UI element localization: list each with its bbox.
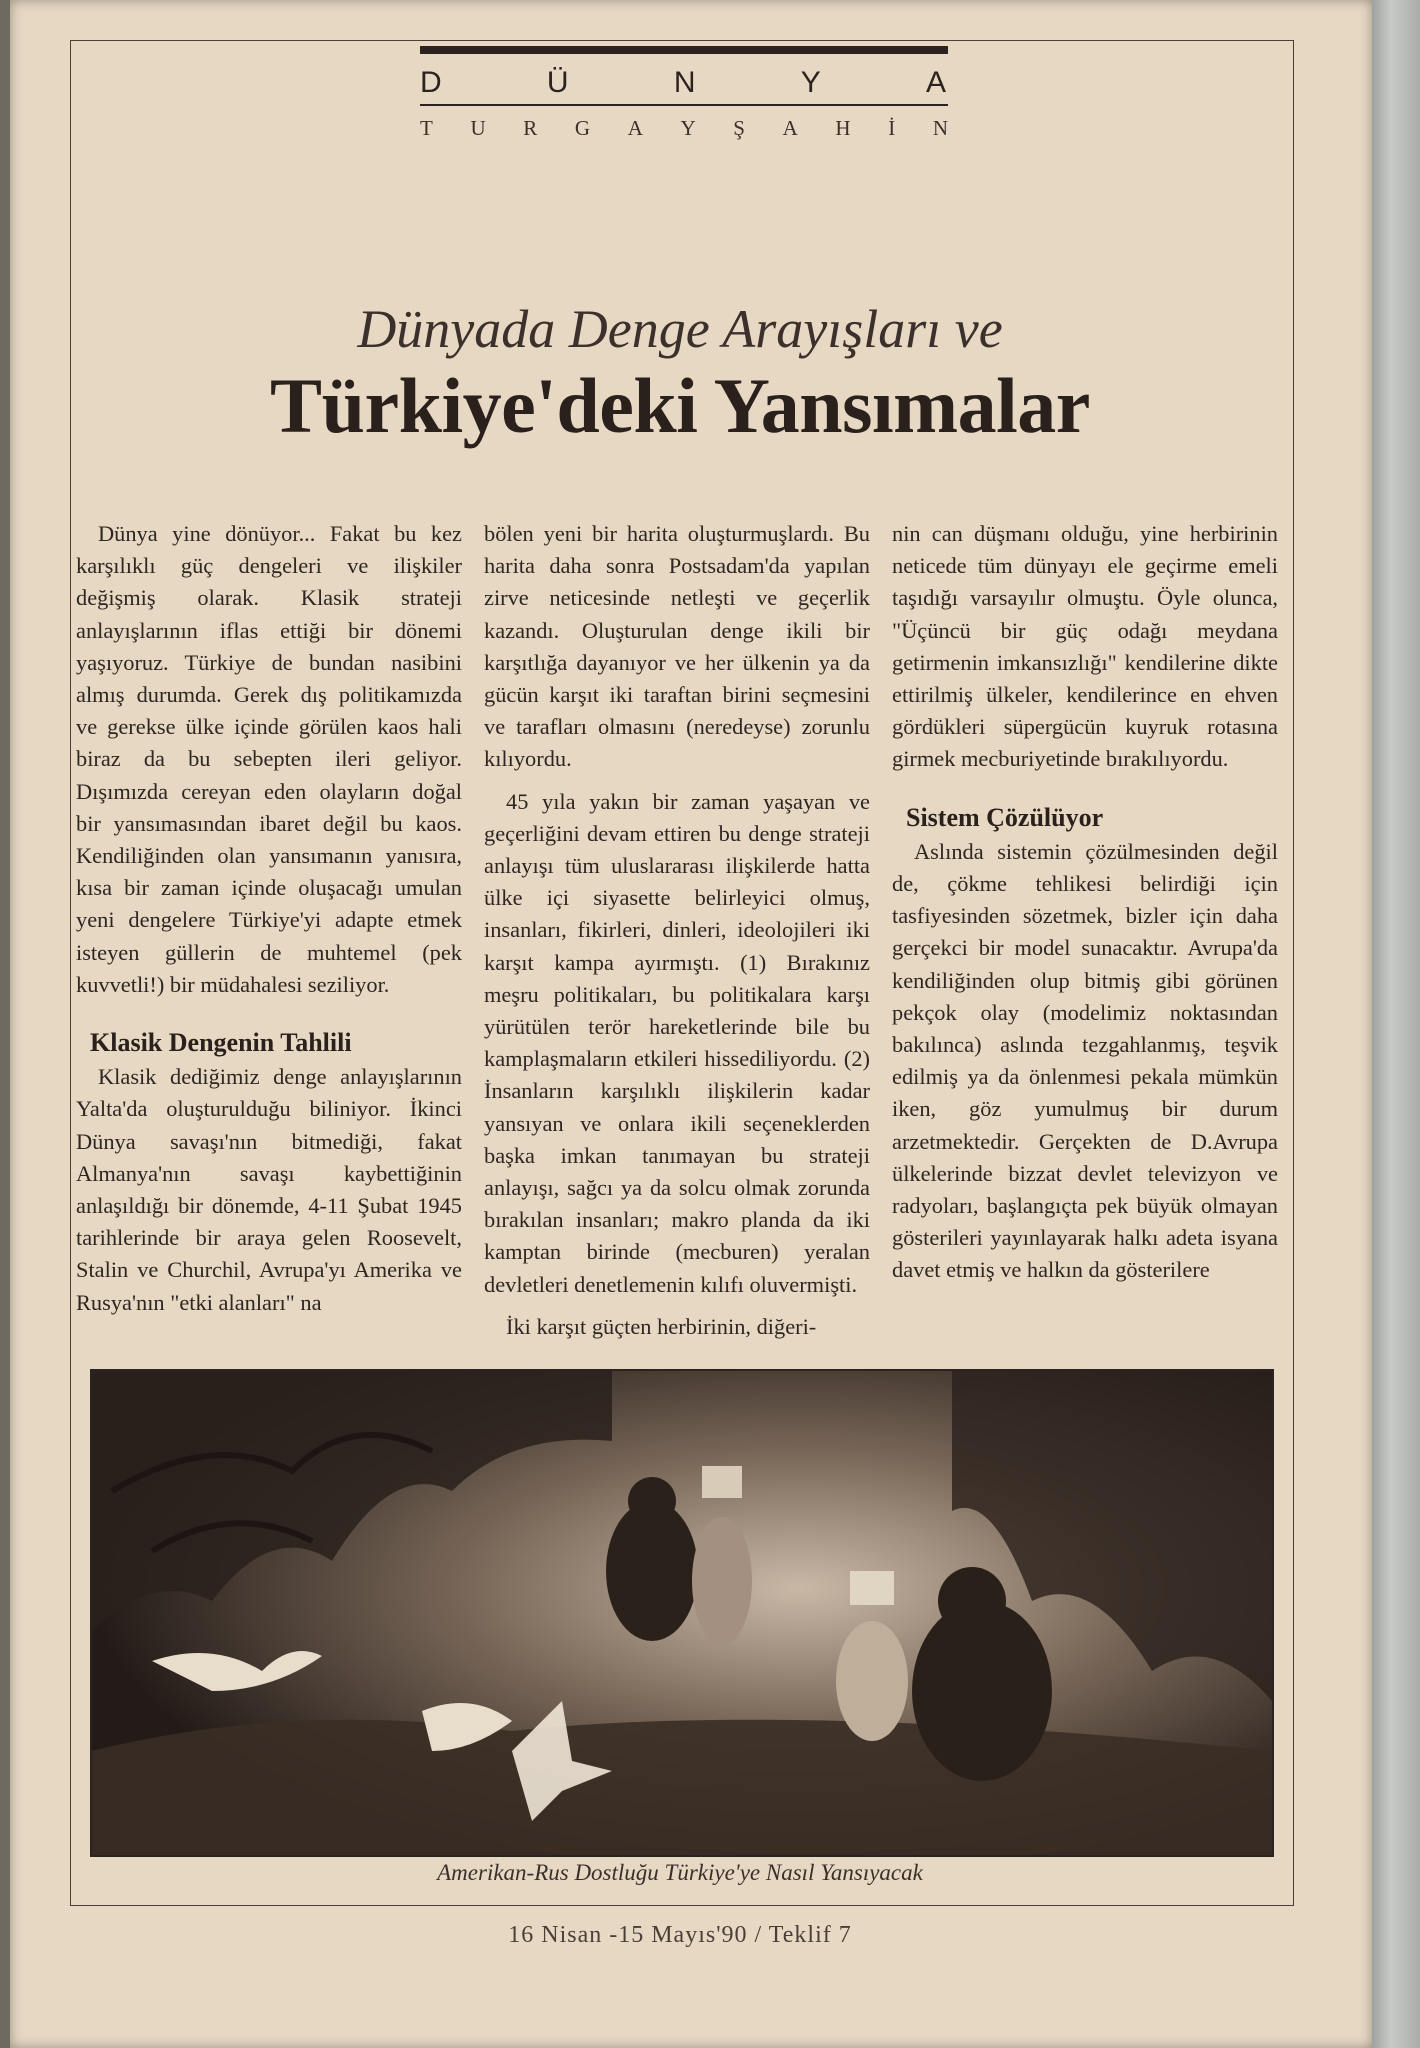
section-letter: Y (800, 66, 823, 99)
headline-title: Türkiye'deki Yansımalar (270, 362, 1090, 450)
section-letter: N (673, 66, 698, 99)
section-name (420, 66, 948, 100)
article-column-2 (484, 518, 870, 1343)
author-letter: A (782, 116, 798, 140)
masthead-rule (420, 104, 948, 106)
binding-spine (0, 0, 10, 2048)
subheading: Sistem Çözülüyor (906, 802, 1104, 832)
author-letter: Ş (733, 116, 745, 140)
article-column-3 (892, 518, 1278, 1287)
page-edge-background (1372, 0, 1420, 2048)
section-letter: A (925, 66, 948, 99)
paragraph: Aslında sistemin çözülmesinden değil de, çökme tehlikesi belirdiği için tasfiyesinden sözetmek, bizler için daha gerçekci bir model sunacaktır. Avrupa'da kendiliğinden olup bitmiş gibi görünen pekçok olay (modelimiz noktasından bakılınca) aslında tezgahlanmış, teşvik edilmiş ya da önlenmesi pekala mümkün iken, göz yumulmuş bir durum arzetmektedir. Gerçekten de D.Avrupa ülkelerinde bizzat devlet televizyon ve radyoları, başlangıçta pek büyük olmayan gösterileri yayınlayarak halkı adeta isyana davet etmiş ve halkın da gösterilere (892, 838, 1278, 1283)
subheading: Klasik Dengenin Tahlili (90, 1028, 352, 1058)
article-column-1 (76, 518, 462, 1319)
illustration-caption: Amerikan-Rus Dostluğu Türkiye'ye Nasıl Yansıyacak (437, 1860, 923, 1885)
author-letter: Y (680, 116, 696, 140)
section-letter: D (420, 66, 444, 99)
author-byline (420, 116, 948, 141)
page-footer: 16 Nisan -15 Mayıs'90 / Teklif 7 (508, 1922, 852, 1948)
author-letter: T (420, 116, 433, 140)
paragraph: 45 yıla yakın bir zaman yaşayan ve geçerliğini devam ettiren bu denge strateji anlayışı tüm uluslararası ilişkilerde hatta ülke içi siyasette belirleyici olmuş, insanları, fikirleri, dinleri, ideolojileri iki karşıt kampa ayırmıştı. (1) Bırakınız meşru politikaları, bu politikalara karşı yürütülen terör hareketlerinde bile bu kamplaşmaların etkileri hissediliyordu. (2) İnsanların karşılıklı ilişkilerin kadar yansıyan ve onlara ikili seçeneklerden başka imkan tanımayan bu strateji anlayışı, sağcı ya da solcu olmak zorunda bırakılan insanları; makro planda da iki kamptan birinde (mecburen) yeralan devletleri denetlemenin kılıfı oluvermişti. (484, 788, 870, 1297)
section-letter: Ü (546, 66, 571, 99)
author-letter: A (627, 116, 643, 140)
paragraph: bölen yeni bir harita oluşturmuşlardı. Bu harita daha sonra Postsadam'da yapılan zirve neticesinde netleşti ve geçerlik kazandı. Oluşturulan denge ikili bir karşıtlığa dayanıyor ve her ülkenin ya da gücün karşıt iki taraftan birini seçmesini ve tarafları olmasını (neredeyse) zorunlu kılıyordu. (484, 521, 870, 772)
paragraph: Dünya yine dönüyor... Fakat bu kez karşılıklı güç dengeleri ve ilişkiler değişmiş olarak. Klasik strateji anlayışlarının iflas ettiği bir dönemi yaşıyoruz. Türkiye de bundan nasibini almış durumda. Gerek dış politikamızda ve gerekse ülke içinde görülen kaos hali biraz da bu sebepten ileri geliyor. Dışımızda cereyan eden olayların doğal bir yansımasından ibaret değil bu kaos. Kendiliğinden olan yansımanın yanısıra, kısa bir zaman içinde oluşacağı umulan yeni dengelere Türkiye'yi adapte etmek isteyen güllerin de muhtemel (pek kuvvetli!) bir müdahalesi seziliyor. (76, 521, 462, 997)
headline-kicker: Dünyada Denge Arayışları ve (357, 299, 1003, 359)
author-letter: R (523, 116, 538, 140)
author-letter: H (835, 116, 851, 140)
article-illustration (90, 1369, 1274, 1857)
author-letter: N (932, 116, 948, 140)
author-letter: U (470, 116, 486, 140)
article-headline (150, 300, 1210, 453)
paragraph: İki karşıt güçten herbirinin, diğeri- (506, 1313, 817, 1339)
paragraph: Klasik dediğimiz denge anlayışlarının Yalta'da oluşturulduğu biliniyor. İkinci Dünya savaşı'nın bitmediği, fakat Almanya'nın savaşı kaybettiğinin anlaşıldığı bir dönemde, 4-11 Şubat 1945 tarihlerinde bir araya gelen Roosevelt, Stalin ve Churchil, Avrupa'yı Amerika ve Rusya'nın "etki alanları" na (76, 1064, 462, 1315)
author-letter: İ (888, 116, 896, 140)
masthead-bar (420, 46, 948, 54)
illustration-artwork (92, 1371, 1272, 1855)
paragraph: nin can düşmanı olduğu, yine herbirinin neticede tüm dünyayı ele geçirme emeli taşıdığı varsayılır olmuştu. Öyle olunca, "Üçüncü bir güç odağı meydana getirmenin imkansızlığı" kendilerine dikte ettirilmiş ülkeler, kendilerince en ehven gördükleri süpergücün kuyruk rotasına girmek mecburiyetinde bırakılıyordu. (892, 521, 1278, 772)
section-masthead (420, 46, 948, 141)
author-letter: G (574, 116, 591, 140)
